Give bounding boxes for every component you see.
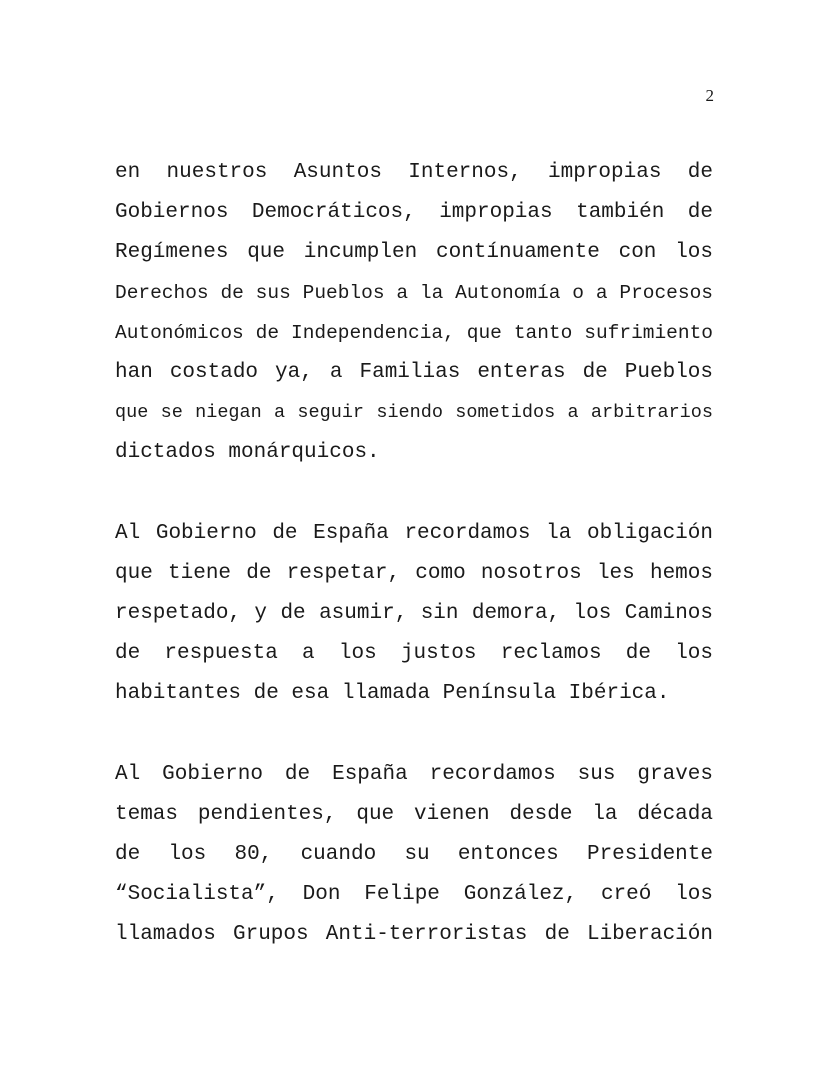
text-line: Al Gobierno de España recordamos sus graves bbox=[115, 763, 713, 786]
text-line: de respuesta a los justos reclamos de los bbox=[115, 642, 713, 665]
paragraph-1 bbox=[115, 153, 713, 473]
text-line: dictados monárquicos. bbox=[115, 441, 380, 464]
text-line: Al Gobierno de España recordamos la obligación bbox=[115, 522, 713, 545]
text-line: habitantes de esa llamada Península Ibérica. bbox=[115, 682, 670, 705]
text-line: Regímenes que incumplen contínuamente con los bbox=[115, 241, 713, 264]
text-line: han costado ya, a Familias enteras de Pueblos bbox=[115, 361, 713, 384]
text-line: temas pendientes, que vienen desde la década bbox=[115, 803, 713, 826]
text-line: llamados Grupos Anti-terroristas de Liberación bbox=[115, 923, 713, 946]
text-line: en nuestros Asuntos Internos, impropias de bbox=[115, 161, 713, 184]
paragraph-2 bbox=[115, 514, 713, 714]
text-line: de los 80, cuando su entonces Presidente bbox=[115, 843, 713, 866]
text-line: respetado, y de asumir, sin demora, los Caminos bbox=[115, 602, 713, 625]
text-line: “Socialista”, Don Felipe González, creó los bbox=[115, 883, 713, 906]
text-line: Autonómicos de Independencia, que tanto sufrimiento bbox=[115, 322, 713, 344]
paragraph-3 bbox=[115, 755, 713, 955]
text-line: Gobiernos Democráticos, impropias también de bbox=[115, 201, 713, 224]
text-line: que tiene de respetar, como nosotros les hemos bbox=[115, 562, 713, 585]
page-number: 2 bbox=[705, 86, 714, 105]
text-line: Derechos de sus Pueblos a la Autonomía o a Procesos bbox=[115, 282, 713, 304]
text-line: que se niegan a seguir siendo sometidos a arbitrarios bbox=[115, 402, 713, 423]
